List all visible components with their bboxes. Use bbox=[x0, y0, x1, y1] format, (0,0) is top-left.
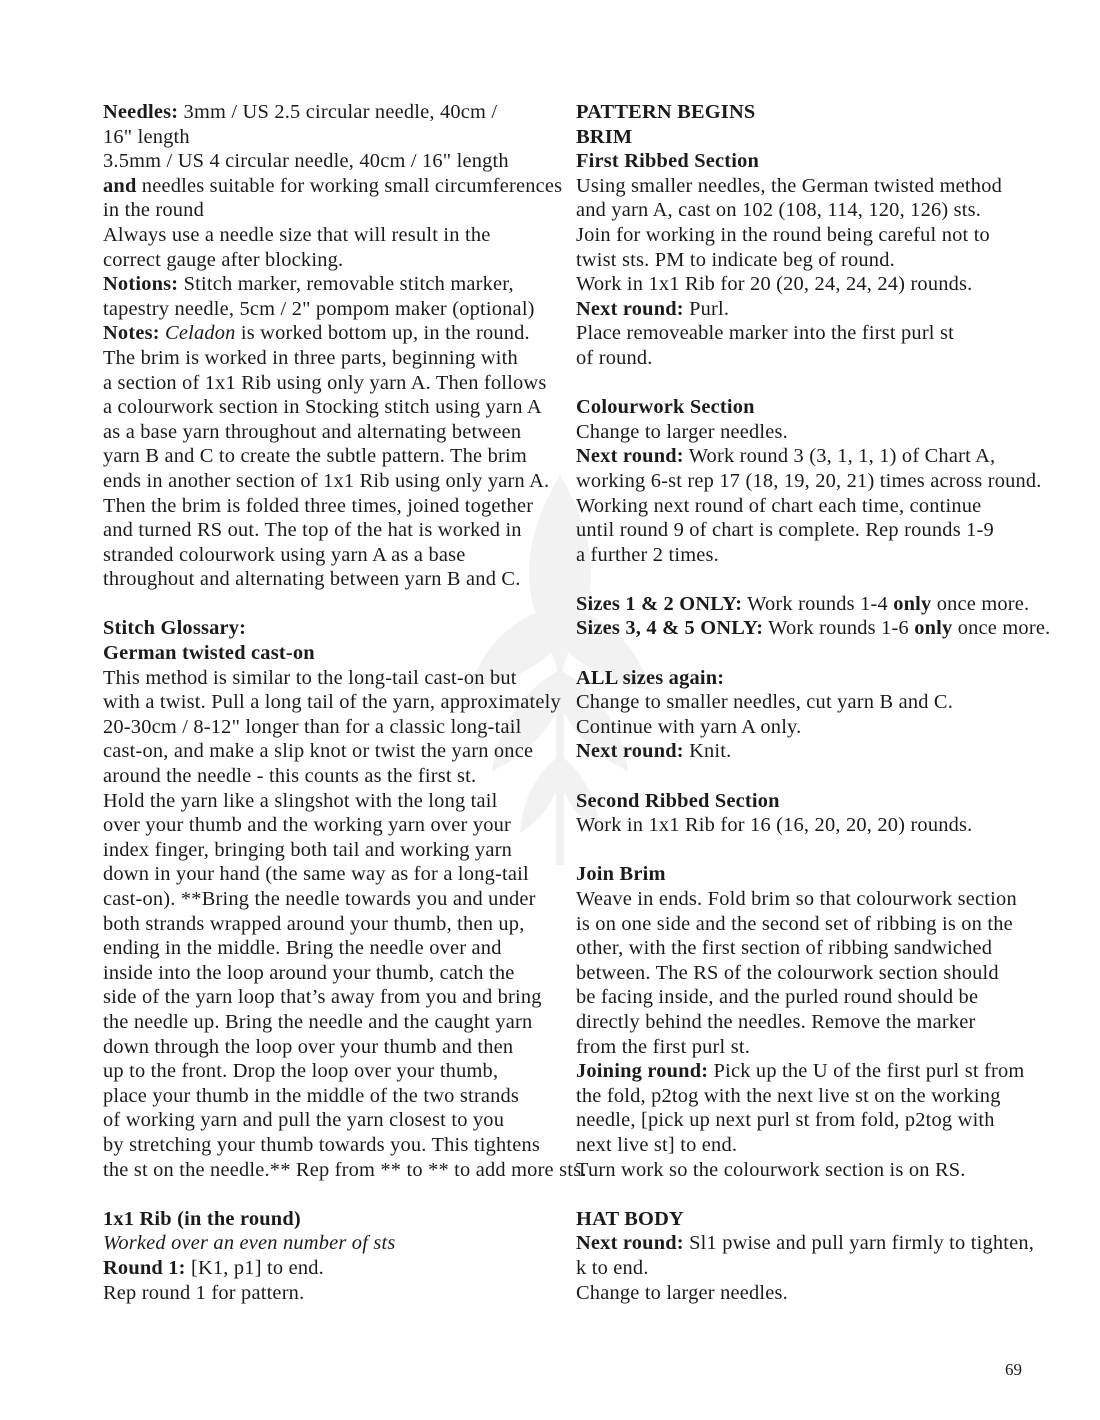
text-line bbox=[103, 666, 548, 691]
text-line bbox=[576, 715, 1021, 740]
bold-run: Notions: bbox=[103, 273, 179, 296]
text-line bbox=[103, 125, 548, 150]
text-line bbox=[103, 174, 563, 199]
text-run: in the round bbox=[103, 199, 204, 222]
text-line bbox=[103, 149, 548, 174]
text-line bbox=[103, 248, 548, 273]
text-run: k to end. bbox=[576, 1256, 649, 1279]
text-run: ending in the middle. Bring the needle over and bbox=[103, 937, 502, 960]
text-line bbox=[576, 518, 1021, 543]
text-line bbox=[576, 1256, 1021, 1281]
second-ribbed-block bbox=[576, 789, 1021, 838]
text-run: This method is similar to the long-tail cast-on but bbox=[103, 666, 517, 689]
text-line bbox=[103, 1281, 548, 1306]
bold-run: Next round: bbox=[576, 297, 684, 320]
right-column bbox=[576, 100, 1051, 1305]
text-line bbox=[103, 567, 548, 592]
paragraph-spacer bbox=[576, 371, 1021, 396]
text-line bbox=[576, 420, 1021, 445]
text-run: up to the front. Drop the loop over your thumb, bbox=[103, 1060, 499, 1083]
paragraph-spacer bbox=[103, 1182, 548, 1207]
text-line bbox=[576, 174, 1021, 199]
paragraph-spacer bbox=[576, 641, 1021, 666]
text-line bbox=[576, 1207, 1021, 1232]
text-run: down in your hand (the same way as for a long-tail bbox=[103, 863, 529, 886]
text-run: other, with the first section of ribbing sandwiched bbox=[576, 937, 993, 960]
text-run: Hold the yarn like a slingshot with the long tail bbox=[103, 789, 498, 812]
text-run: Purl. bbox=[683, 297, 730, 320]
text-line bbox=[576, 1108, 1021, 1133]
text-run: yarn B and C to create the subtle pattern. The brim bbox=[103, 445, 527, 468]
text-line bbox=[576, 494, 1021, 519]
text-run: by stretching your thumb towards you. This tightens bbox=[103, 1133, 541, 1156]
text-line bbox=[103, 789, 548, 814]
text-line bbox=[576, 1231, 1035, 1256]
text-run: Work rounds 1-4 bbox=[742, 592, 894, 615]
paragraph-spacer bbox=[576, 1182, 1021, 1207]
text-line bbox=[103, 494, 548, 519]
text-line bbox=[103, 1010, 548, 1035]
text-line bbox=[576, 248, 1021, 273]
bold-run: ALL sizes again: bbox=[576, 666, 725, 689]
paragraph-spacer bbox=[576, 838, 1021, 863]
hat-body-block bbox=[576, 1207, 1035, 1305]
text-run: the needle up. Bring the needle and the caught yarn bbox=[103, 1010, 533, 1033]
bold-run: only bbox=[893, 592, 932, 615]
text-line bbox=[576, 297, 1021, 322]
text-line bbox=[576, 862, 1021, 887]
text-run: between. The RS of the colourwork section should bbox=[576, 961, 999, 984]
bold-run: only bbox=[914, 617, 953, 640]
text-run: the st on the needle.** Rep from ** to ** to add more sts. bbox=[103, 1158, 587, 1181]
text-run: Place removeable marker into the first purl st bbox=[576, 322, 954, 345]
text-line bbox=[576, 690, 1021, 715]
bold-run: Sizes 3, 4 & 5 ONLY: bbox=[576, 617, 764, 640]
text-run: with a twist. Pull a long tail of the yarn, approximately bbox=[103, 691, 561, 714]
text-line bbox=[576, 395, 1021, 420]
text-line bbox=[576, 272, 1021, 297]
text-run: stranded colourwork using yarn A as a base bbox=[103, 543, 466, 566]
text-line bbox=[576, 887, 1021, 912]
text-line bbox=[103, 764, 548, 789]
text-run: Change to larger needles. bbox=[576, 420, 788, 443]
text-run: Join for working in the round being careful not to bbox=[576, 223, 990, 246]
text-line bbox=[103, 1231, 548, 1256]
text-line bbox=[103, 715, 548, 740]
text-line bbox=[103, 985, 548, 1010]
left-column bbox=[103, 100, 587, 1305]
text-line bbox=[576, 1158, 1021, 1183]
text-line bbox=[103, 469, 548, 494]
text-run: 20-30cm / 8-12" longer than for a classic long-tail bbox=[103, 715, 522, 738]
text-line bbox=[103, 346, 548, 371]
text-run: Change to smaller needles, cut yarn B and C. bbox=[576, 691, 954, 714]
bold-run: Second Ribbed Section bbox=[576, 789, 780, 812]
text-line bbox=[576, 616, 1051, 641]
text-run: Continue with yarn A only. bbox=[576, 715, 802, 738]
text-run: a further 2 times. bbox=[576, 543, 719, 566]
text-run: Knit. bbox=[683, 740, 732, 763]
bold-run: German twisted cast-on bbox=[103, 642, 315, 665]
colourwork-block bbox=[576, 395, 1042, 567]
text-run: the fold, p2tog with the next live st on the working bbox=[576, 1084, 1001, 1107]
text-line bbox=[103, 961, 548, 986]
text-line bbox=[103, 100, 548, 125]
text-line bbox=[103, 1059, 548, 1084]
text-line bbox=[576, 1281, 1021, 1306]
text-line bbox=[576, 100, 1021, 125]
text-line bbox=[103, 223, 548, 248]
text-run: Work rounds 1-6 bbox=[763, 617, 915, 640]
bold-run: Colourwork Section bbox=[576, 396, 755, 419]
italic-run: Celadon bbox=[165, 322, 236, 345]
text-run: be facing inside, and the purled round should be bbox=[576, 986, 979, 1009]
text-line bbox=[576, 444, 1021, 469]
text-run: once more. bbox=[931, 592, 1030, 615]
paragraph-spacer bbox=[576, 567, 1021, 592]
text-run: cast-on, and make a slip knot or twist the yarn once bbox=[103, 740, 534, 763]
text-line bbox=[576, 321, 1021, 346]
text-run: next live st] to end. bbox=[576, 1133, 738, 1156]
text-line bbox=[576, 125, 1021, 150]
text-run: is worked bottom up, in the round. bbox=[235, 322, 530, 345]
text-run: of round. bbox=[576, 346, 653, 369]
text-line bbox=[576, 543, 1021, 568]
all-sizes-block bbox=[576, 666, 1021, 764]
text-run: Sl1 pwise and pull yarn firmly to tighten, bbox=[683, 1232, 1035, 1255]
text-line bbox=[576, 1035, 1021, 1060]
text-line bbox=[576, 469, 1042, 494]
bold-run: 1x1 Rib (in the round) bbox=[103, 1207, 301, 1230]
text-line bbox=[103, 936, 548, 961]
text-run: down through the loop over your thumb and then bbox=[103, 1035, 514, 1058]
join-brim-block bbox=[576, 862, 1025, 1182]
bold-run: Join Brim bbox=[576, 863, 666, 886]
text-run: of working yarn and pull the yarn closest to you bbox=[103, 1109, 505, 1132]
text-run: index finger, bringing both tail and working yarn bbox=[103, 838, 512, 861]
text-line bbox=[576, 789, 1021, 814]
text-line bbox=[576, 912, 1021, 937]
bold-run: Sizes 1 & 2 ONLY: bbox=[576, 592, 743, 615]
text-line bbox=[103, 198, 548, 223]
text-line bbox=[576, 936, 1021, 961]
text-run: and turned RS out. The top of the hat is worked in bbox=[103, 519, 522, 542]
text-line bbox=[103, 838, 548, 863]
text-line bbox=[103, 1133, 548, 1158]
text-run: ends in another section of 1x1 Rib using only yarn A. bbox=[103, 469, 550, 492]
text-line bbox=[576, 1084, 1021, 1109]
text-run: place your thumb in the middle of the two strands bbox=[103, 1084, 520, 1107]
text-run: inside into the loop around your thumb, catch the bbox=[103, 961, 515, 984]
bold-run: Round 1: bbox=[103, 1256, 186, 1279]
bold-run: First Ribbed Section bbox=[576, 150, 760, 173]
text-run: Stitch marker, removable stitch marker, bbox=[178, 273, 514, 296]
text-line bbox=[576, 1133, 1021, 1158]
text-run: twist sts. PM to indicate beg of round. bbox=[576, 248, 895, 271]
text-line bbox=[103, 518, 548, 543]
text-line bbox=[103, 616, 548, 641]
text-run: throughout and alternating between yarn B and C. bbox=[103, 568, 521, 591]
text-line bbox=[103, 1207, 548, 1232]
text-run: Work in 1x1 Rib for 20 (20, 24, 24, 24) rounds. bbox=[576, 273, 973, 296]
bold-run: Joining round: bbox=[576, 1060, 709, 1083]
text-line bbox=[103, 739, 548, 764]
text-line bbox=[103, 395, 548, 420]
text-line bbox=[103, 1108, 548, 1133]
text-line bbox=[103, 1256, 548, 1281]
bold-run: PATTERN BEGINS bbox=[576, 101, 756, 123]
bold-run: HAT BODY bbox=[576, 1207, 684, 1230]
bold-run: BRIM bbox=[576, 125, 633, 148]
text-run: needle, [pick up next purl st from fold, p2tog with bbox=[576, 1109, 995, 1132]
text-run: Work in 1x1 Rib for 16 (16, 20, 20, 20) rounds. bbox=[576, 814, 973, 837]
text-run: is on one side and the second set of ribbing is on the bbox=[576, 912, 1013, 935]
italic-run: Worked over an even number of sts bbox=[103, 1232, 396, 1255]
text-run: until round 9 of chart is complete. Rep rounds 1-9 bbox=[576, 519, 994, 542]
text-run: both strands wrapped around your thumb, then up, bbox=[103, 912, 525, 935]
text-line bbox=[576, 666, 1021, 691]
text-line bbox=[576, 592, 1030, 617]
page-number: 69 bbox=[1005, 1360, 1022, 1379]
text-run: [K1, p1] to end. bbox=[185, 1256, 324, 1279]
text-line bbox=[576, 149, 1021, 174]
text-run: correct gauge after blocking. bbox=[103, 248, 344, 271]
text-line bbox=[103, 297, 548, 322]
text-line bbox=[576, 198, 1021, 223]
bold-run: Stitch Glossary: bbox=[103, 617, 247, 640]
text-run: Then the brim is folded three times, joined together bbox=[103, 494, 534, 517]
text-line bbox=[103, 690, 561, 715]
text-line bbox=[103, 1158, 587, 1183]
text-line bbox=[103, 272, 548, 297]
text-line bbox=[103, 641, 548, 666]
text-run: working 6-st rep 17 (18, 19, 20, 21) times across round. bbox=[576, 469, 1042, 492]
text-line bbox=[103, 912, 548, 937]
text-line bbox=[103, 813, 548, 838]
text-line bbox=[576, 1010, 1021, 1035]
text-run: The brim is worked in three parts, beginning with bbox=[103, 346, 518, 369]
text-line bbox=[103, 862, 548, 887]
text-line bbox=[103, 887, 548, 912]
text-run: Always use a needle size that will result in the bbox=[103, 223, 491, 246]
bold-run: Next round: bbox=[576, 740, 684, 763]
text-run: as a base yarn throughout and alternating between bbox=[103, 420, 522, 443]
text-line bbox=[103, 420, 548, 445]
text-run: a section of 1x1 Rib using only yarn A. Then follows bbox=[103, 371, 547, 394]
text-line bbox=[103, 444, 548, 469]
pattern-begins-block bbox=[576, 100, 1021, 371]
text-line bbox=[103, 543, 548, 568]
text-run: 3.5mm / US 4 circular needle, 40cm / 16" length bbox=[103, 150, 509, 173]
text-line bbox=[103, 371, 548, 396]
text-line bbox=[576, 223, 1021, 248]
rib-block bbox=[103, 1207, 548, 1305]
text-run: Work round 3 (3, 1, 1, 1) of Chart A, bbox=[683, 445, 996, 468]
materials-block bbox=[103, 100, 563, 592]
text-line bbox=[576, 813, 1021, 838]
text-line bbox=[576, 1059, 1025, 1084]
text-run: Turn work so the colourwork section is on RS. bbox=[576, 1158, 966, 1181]
text-line bbox=[576, 985, 1021, 1010]
stitch-glossary-block bbox=[103, 616, 587, 1182]
text-line bbox=[576, 739, 1021, 764]
text-line bbox=[103, 1084, 548, 1109]
text-run: Rep round 1 for pattern. bbox=[103, 1281, 305, 1304]
text-run: a colourwork section in Stocking stitch using yarn A bbox=[103, 396, 542, 419]
text-run: once more. bbox=[952, 617, 1051, 640]
text-run: from the first purl st. bbox=[576, 1035, 751, 1058]
bold-run: Notes: bbox=[103, 322, 160, 345]
paragraph-spacer bbox=[103, 592, 548, 617]
text-run: Pick up the U of the first purl st from bbox=[708, 1060, 1025, 1083]
text-line bbox=[103, 321, 548, 346]
text-run: directly behind the needles. Remove the marker bbox=[576, 1010, 976, 1033]
text-run: and yarn A, cast on 102 (108, 114, 120, 126) sts. bbox=[576, 199, 982, 222]
bold-run: and bbox=[103, 174, 137, 197]
text-line bbox=[576, 346, 1021, 371]
text-run: over your thumb and the working yarn over your bbox=[103, 814, 512, 837]
text-line bbox=[576, 961, 1021, 986]
text-run: Using smaller needles, the German twisted method bbox=[576, 174, 1002, 197]
text-run: 16" length bbox=[103, 125, 190, 148]
bold-run: Needles: bbox=[103, 101, 179, 123]
sizes-block bbox=[576, 592, 1051, 641]
text-run: Change to larger needles. bbox=[576, 1281, 788, 1304]
text-run: 3mm / US 2.5 circular needle, 40cm / bbox=[178, 101, 498, 123]
bold-run: Next round: bbox=[576, 445, 684, 468]
text-run: around the needle - this counts as the first st. bbox=[103, 765, 477, 788]
text-line bbox=[103, 1035, 548, 1060]
text-run: needles suitable for working small circumferences bbox=[136, 174, 563, 197]
text-run: Weave in ends. Fold brim so that colourwork section bbox=[576, 888, 1017, 910]
paragraph-spacer bbox=[576, 764, 1021, 789]
bold-run: Next round: bbox=[576, 1232, 684, 1255]
text-run: tapestry needle, 5cm / 2" pompom maker (optional) bbox=[103, 297, 535, 320]
text-run: cast-on). **Bring the needle towards you and under bbox=[103, 888, 536, 910]
text-run: Working next round of chart each time, continue bbox=[576, 494, 982, 517]
text-run: side of the yarn loop that’s away from you and bring bbox=[103, 986, 542, 1009]
